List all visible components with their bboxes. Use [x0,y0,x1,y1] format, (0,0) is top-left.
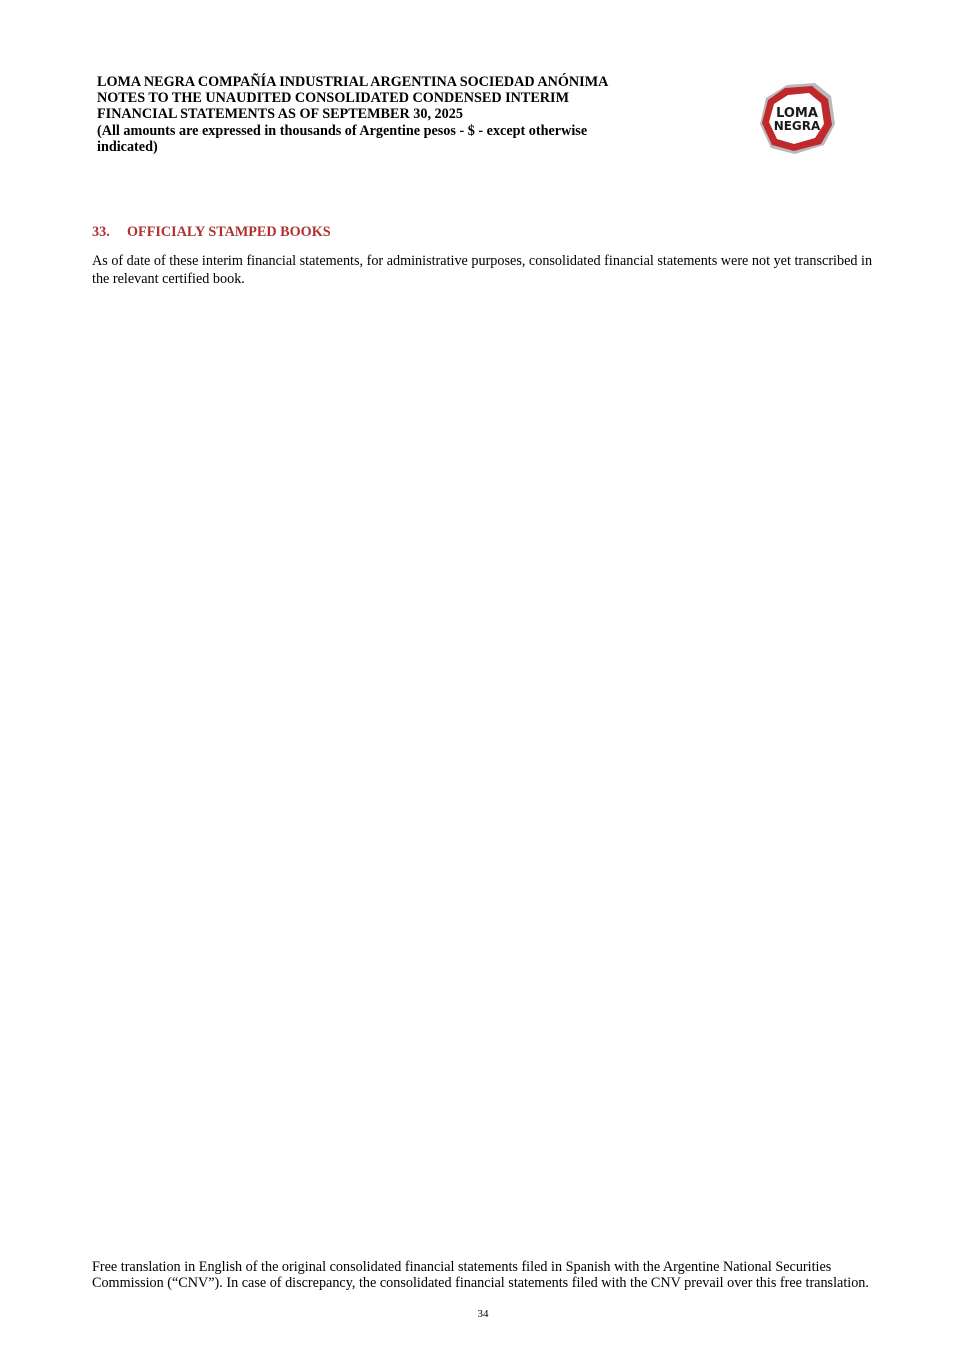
section-title: OFFICIALY STAMPED BOOKS [127,224,331,240]
section-heading [92,224,882,241]
header-company-name: LOMA NEGRA COMPAÑÍA INDUSTRIAL ARGENTINA SOCIEDAD ANÓNIMA [97,74,609,90]
section-paragraph: As of date of these interim financial statements, for administrative purposes, consolidated financial statements were not yet transcribed in the relevant certified book. [92,253,873,287]
loma-negra-logo-icon [757,82,837,156]
logo-text-loma: LOMA [776,106,818,121]
logo-text-negra: NEGRA [773,119,821,133]
translation-disclaimer: Free translation in English of the original consolidated financial statements filed in Spanish with the Argentine National Securities Commission (“CNV”). In case of discrepancy, the consolidated financial statements filed with the CNV prevail over this free translation. [92,1259,869,1292]
header-amounts-note: (All amounts are expressed in thousands of Argentine pesos - $ - except otherwise [97,122,588,139]
loma-negra-logo [757,82,837,156]
page-number: 34 [477,1308,489,1320]
document-footer [92,1259,882,1291]
section-number: 33. [92,224,110,240]
header-statements-date: FINANCIAL STATEMENTS AS OF SEPTEMBER 30, 2025 [97,106,463,123]
header-notes-title: NOTES TO THE UNAUDITED CONSOLIDATED CONDENSED INTERIM [97,90,569,107]
note-section-33 [92,224,882,288]
header-amounts-note-continued: indicated) [97,138,158,155]
document-header [97,74,717,155]
